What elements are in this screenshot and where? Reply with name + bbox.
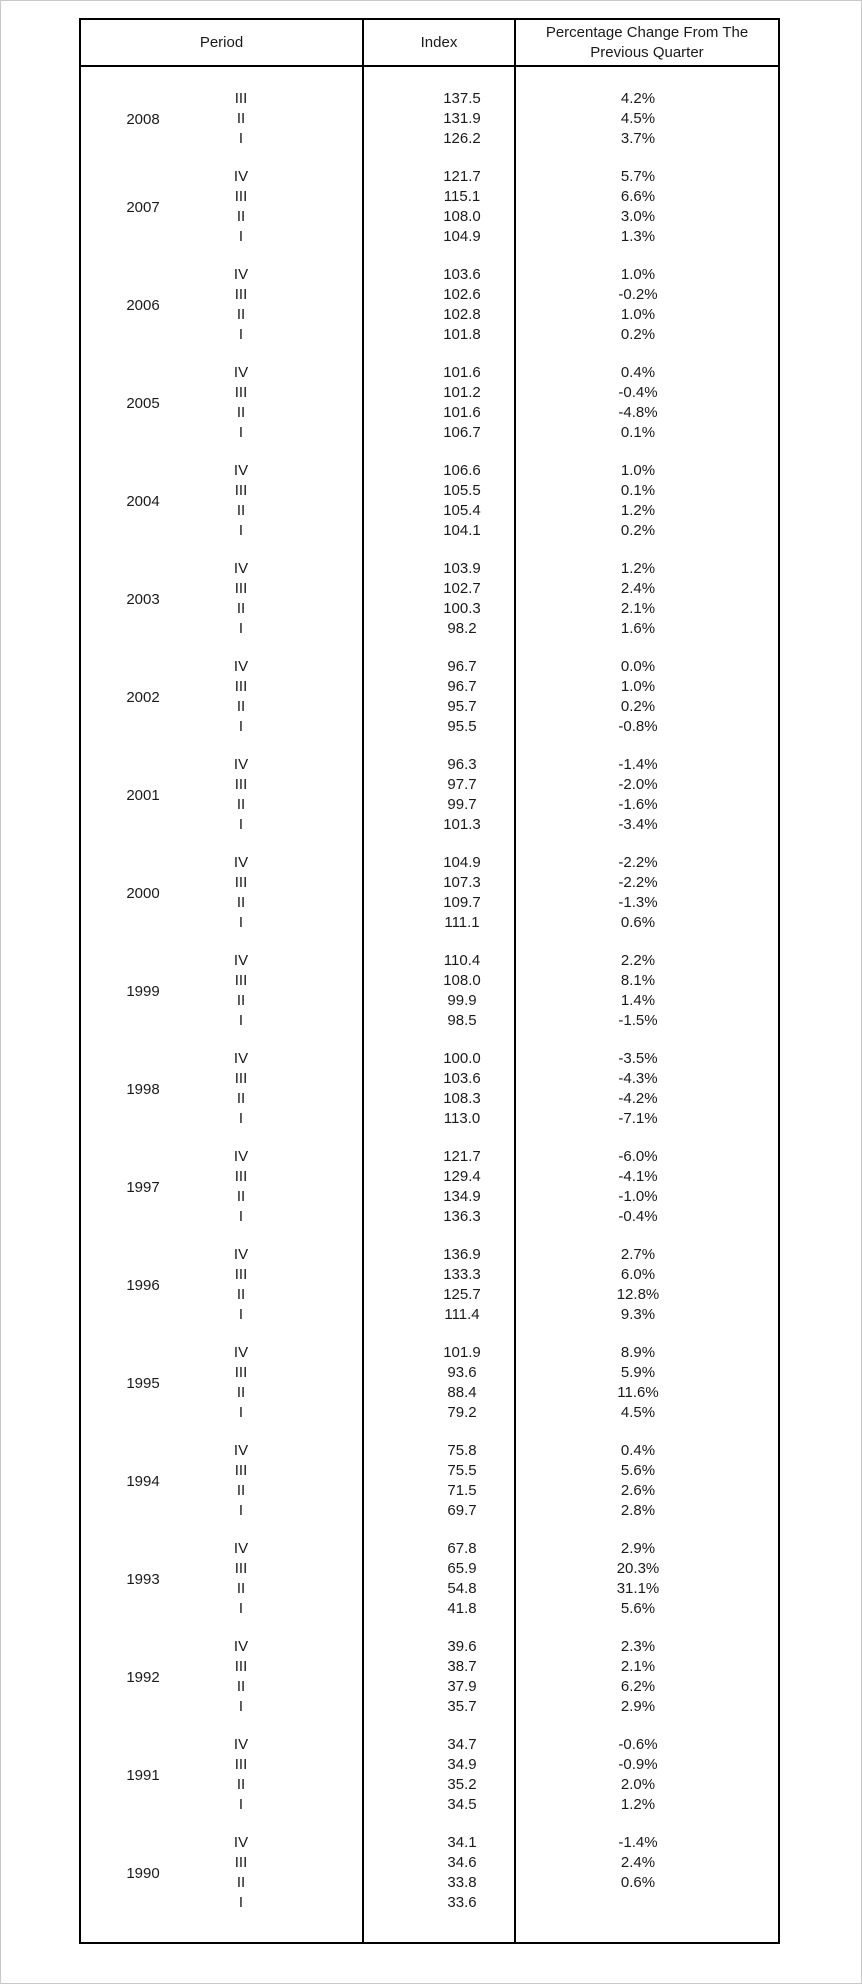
percent-change-value: -1.0%: [618, 1188, 658, 1206]
percent-change-value: 0.1%: [620, 424, 656, 442]
quarter-label: IV: [233, 1441, 249, 1459]
quarter-label: IV: [233, 167, 249, 185]
quarter-label: IV: [233, 853, 249, 871]
percent-change-value: 0.6%: [620, 914, 656, 932]
index-value: 125.7: [443, 1286, 481, 1304]
index-value: 131.9: [443, 110, 481, 128]
quarter-label: I: [238, 1600, 244, 1618]
index-value: 115.1: [443, 188, 481, 205]
index-value: 99.7: [447, 796, 477, 814]
index-value: 69.7: [447, 1502, 477, 1520]
quarter-label: I: [238, 1404, 244, 1422]
percent-change-value: -0.4%: [618, 1208, 658, 1226]
percent-change-value: 2.4%: [620, 580, 656, 597]
percent-change-value: 6.0%: [620, 1266, 656, 1283]
quarter-label: IV: [233, 657, 249, 675]
percent-change-value: 5.6%: [620, 1462, 656, 1479]
quarter-label: I: [238, 914, 244, 932]
percent-change-value: 6.2%: [620, 1678, 656, 1696]
index-value: 71.5: [447, 1482, 477, 1500]
index-value: 38.7: [447, 1658, 477, 1675]
quarter-label: III: [234, 776, 248, 793]
percent-change-value: 3.7%: [620, 130, 656, 148]
index-value: 126.2: [443, 130, 481, 148]
percent-change-value: 6.6%: [620, 188, 656, 205]
year-label: 1991: [126, 1767, 160, 1785]
index-value: 109.7: [443, 894, 481, 912]
index-value: 93.6: [447, 1364, 477, 1381]
percent-change-value: 0.2%: [620, 698, 656, 716]
percent-change-value: 0.4%: [620, 1441, 656, 1459]
quarter-label: IV: [233, 1147, 249, 1165]
percent-change-value: -1.3%: [618, 894, 658, 912]
index-value: 34.7: [447, 1735, 477, 1753]
index-value: 101.6: [443, 363, 481, 381]
quarter-label: I: [238, 718, 244, 736]
percent-change-value: 2.7%: [620, 1245, 656, 1263]
quarter-label: II: [236, 894, 246, 912]
quarter-label: II: [236, 306, 246, 324]
year-label: 1999: [126, 983, 160, 1001]
index-value: 106.6: [443, 461, 481, 479]
percent-change-value: -0.6%: [618, 1735, 658, 1753]
index-value: 99.9: [447, 992, 477, 1010]
index-value: 107.3: [443, 874, 481, 891]
year-label: 1998: [126, 1081, 160, 1099]
index-value: 34.5: [447, 1796, 477, 1814]
index-value: 102.6: [443, 286, 481, 303]
index-value: 95.5: [447, 718, 477, 736]
quarter-label: III: [234, 580, 248, 597]
index-value: 98.5: [447, 1012, 477, 1030]
percent-change-value: 2.4%: [620, 1854, 656, 1871]
quarter-label: II: [236, 1678, 246, 1696]
year-label: 2001: [126, 787, 160, 805]
percent-change-value: -2.0%: [618, 776, 658, 793]
index-value: 103.6: [443, 1070, 481, 1087]
quarter-label: IV: [233, 951, 249, 969]
percent-change-value: 2.3%: [620, 1637, 656, 1655]
quarter-label: III: [234, 1756, 248, 1773]
index-value: 96.3: [447, 755, 477, 773]
index-value: 98.2: [447, 620, 477, 638]
percent-change-value: 2.6%: [620, 1482, 656, 1500]
quarter-label: IV: [233, 1539, 249, 1557]
index-value: 103.9: [443, 559, 481, 577]
quarter-label: I: [238, 228, 244, 246]
quarter-label: II: [236, 1090, 246, 1108]
quarter-label: II: [236, 992, 246, 1010]
index-value: 108.0: [443, 208, 481, 226]
year-label: 1993: [126, 1571, 160, 1589]
percent-change-value: 3.0%: [620, 208, 656, 226]
quarter-label: III: [234, 90, 248, 107]
index-value: 101.9: [443, 1343, 481, 1361]
quarter-label: II: [236, 1384, 246, 1402]
quarter-label: III: [234, 1462, 248, 1479]
index-value: 96.7: [447, 657, 477, 675]
quarter-label: IV: [233, 1735, 249, 1753]
index-value: 39.6: [447, 1637, 477, 1655]
percent-change-value: -0.4%: [618, 384, 658, 401]
index-value: 75.8: [447, 1441, 477, 1459]
index-value: 134.9: [443, 1188, 481, 1206]
percent-change-value: 2.1%: [620, 600, 656, 618]
percent-change-value: -2.2%: [618, 874, 658, 891]
quarter-label: I: [238, 1502, 244, 1520]
percent-change-value: 1.2%: [620, 559, 656, 577]
quarter-label: III: [234, 972, 248, 989]
quarter-label: II: [236, 110, 246, 128]
index-value: 106.7: [443, 424, 481, 442]
quarter-label: I: [238, 1208, 244, 1226]
quarter-label: II: [236, 1874, 246, 1892]
quarter-label: I: [238, 1012, 244, 1030]
percent-change-value: 2.1%: [620, 1658, 656, 1675]
quarter-label: I: [238, 326, 244, 344]
index-value: 108.0: [443, 972, 481, 989]
quarter-label: IV: [233, 1049, 249, 1067]
quarter-label: II: [236, 502, 246, 520]
year-label: 2003: [126, 591, 160, 609]
quarter-label: II: [236, 1286, 246, 1304]
percent-change-value: 5.6%: [620, 1600, 656, 1618]
year-label: 2000: [126, 885, 160, 903]
percent-change-value: -0.9%: [618, 1756, 658, 1773]
index-value: 121.7: [443, 1147, 481, 1165]
index-value: 96.7: [447, 678, 477, 695]
index-value: 67.8: [447, 1539, 477, 1557]
index-value: 103.6: [443, 265, 481, 283]
index-value: 136.9: [443, 1245, 481, 1263]
percent-change-value: -1.4%: [618, 755, 658, 773]
index-value: 129.4: [443, 1168, 481, 1185]
year-label: 2005: [126, 395, 160, 413]
quarter-label: III: [234, 678, 248, 695]
percent-change-value: 31.1%: [616, 1580, 660, 1598]
index-value: 102.8: [443, 306, 481, 324]
index-value: 104.9: [443, 853, 481, 871]
percent-change-value: -0.8%: [618, 718, 658, 736]
percent-change-value: 4.5%: [620, 110, 656, 128]
quarter-label: III: [234, 384, 248, 401]
index-value: 75.5: [447, 1462, 477, 1479]
percent-change-value: -4.2%: [618, 1090, 658, 1108]
index-value: 104.9: [443, 228, 481, 246]
quarter-label: II: [236, 1188, 246, 1206]
index-value: 65.9: [447, 1560, 477, 1577]
quarter-label: I: [238, 1110, 244, 1128]
percent-change-value: 2.9%: [620, 1539, 656, 1557]
index-value: 101.3: [443, 816, 481, 834]
index-value: 110.4: [443, 951, 481, 969]
quarter-label: I: [238, 620, 244, 638]
quarter-label: III: [234, 1854, 248, 1871]
index-value: 97.7: [447, 776, 477, 793]
quarter-label: IV: [233, 559, 249, 577]
index-value: 101.8: [443, 326, 481, 344]
year-label: 1992: [126, 1669, 160, 1687]
percent-change-value: -1.4%: [618, 1833, 658, 1851]
index-value: 88.4: [447, 1384, 477, 1402]
quarter-label: III: [234, 1168, 248, 1185]
index-value: 111.1: [444, 914, 480, 932]
quarter-label: I: [238, 1894, 244, 1912]
percent-change-value: 2.8%: [620, 1502, 656, 1520]
quarter-label: IV: [233, 1245, 249, 1263]
percent-change-value: -7.1%: [618, 1110, 658, 1128]
header-pct-line1: Percentage Change From The: [545, 23, 749, 41]
percent-change-value: -0.2%: [618, 286, 658, 303]
percent-change-value: -1.6%: [618, 796, 658, 814]
quarter-label: IV: [233, 755, 249, 773]
index-value: 137.5: [443, 90, 481, 107]
index-value: 113.0: [443, 1110, 481, 1128]
percent-change-value: -4.1%: [618, 1168, 658, 1185]
quarter-label: I: [238, 816, 244, 834]
percent-change-value: 1.4%: [620, 992, 656, 1010]
percent-change-value: 1.0%: [620, 265, 656, 283]
index-value: 136.3: [443, 1208, 481, 1226]
header-pct-line2: Previous Quarter: [590, 43, 704, 61]
quarter-label: II: [236, 1580, 246, 1598]
quarter-label: III: [234, 1266, 248, 1283]
percent-change-value: 5.9%: [620, 1364, 656, 1381]
percent-change-value: -1.5%: [618, 1012, 658, 1030]
quarter-label: I: [238, 1306, 244, 1324]
quarter-label: II: [236, 1776, 246, 1794]
percent-change-value: 0.4%: [620, 363, 656, 381]
year-label: 2004: [126, 493, 160, 511]
percent-change-value: 20.3%: [616, 1560, 660, 1577]
quarter-label: II: [236, 698, 246, 716]
year-label: 1996: [126, 1277, 160, 1295]
year-label: 1990: [126, 1865, 160, 1883]
index-value: 100.3: [443, 600, 481, 618]
quarter-label: III: [234, 1560, 248, 1577]
index-value: 79.2: [447, 1404, 477, 1422]
index-value: 100.0: [443, 1049, 481, 1067]
index-value: 95.7: [447, 698, 477, 716]
year-label: 1995: [126, 1375, 160, 1393]
quarter-label: III: [234, 482, 248, 499]
percent-change-value: -4.8%: [618, 404, 658, 422]
percent-change-value: 1.0%: [620, 461, 656, 479]
index-value: 121.7: [443, 167, 481, 185]
percent-change-value: 1.2%: [620, 1796, 656, 1814]
percent-change-value: 0.2%: [620, 326, 656, 344]
percent-change-value: 1.3%: [620, 228, 656, 246]
percent-change-value: 8.9%: [620, 1343, 656, 1361]
quarter-label: IV: [233, 265, 249, 283]
index-value: 41.8: [447, 1600, 477, 1618]
quarter-label: IV: [233, 363, 249, 381]
header-index-label: Index: [420, 33, 458, 51]
percent-change-value: 1.2%: [620, 502, 656, 520]
percent-change-value: 11.6%: [617, 1384, 659, 1402]
quarter-label: III: [234, 1364, 248, 1381]
index-value: 34.1: [447, 1833, 477, 1851]
header-percentage-change: [516, 20, 778, 65]
index-value: 101.2: [443, 384, 481, 401]
quarter-label: I: [238, 1796, 244, 1814]
quarter-label: IV: [233, 1637, 249, 1655]
quarter-label: IV: [233, 461, 249, 479]
percent-change-value: 1.0%: [620, 306, 656, 324]
header-period: [81, 20, 362, 65]
quarter-label: I: [238, 522, 244, 540]
quarter-label: III: [234, 1658, 248, 1675]
index-value: 111.4: [444, 1306, 480, 1324]
quarter-label: IV: [233, 1833, 249, 1851]
percent-change-value: -6.0%: [618, 1147, 658, 1165]
percent-change-value: 4.2%: [620, 90, 656, 107]
index-value: 37.9: [447, 1678, 477, 1696]
index-table: [79, 18, 780, 1944]
header-index: [364, 20, 514, 65]
year-label: 2006: [126, 297, 160, 315]
index-value: 108.3: [443, 1090, 481, 1108]
percent-change-value: 1.6%: [620, 620, 656, 638]
percent-change-value: -3.5%: [618, 1049, 658, 1067]
percent-change-value: 0.2%: [620, 522, 656, 540]
index-value: 34.9: [447, 1756, 477, 1773]
percent-change-value: 0.0%: [620, 657, 656, 675]
index-value: 34.6: [447, 1854, 477, 1871]
quarter-label: III: [234, 874, 248, 891]
percent-change-value: -2.2%: [618, 853, 658, 871]
quarter-label: III: [234, 1070, 248, 1087]
quarter-label: II: [236, 796, 246, 814]
percent-change-value: 4.5%: [620, 1404, 656, 1422]
quarter-label: I: [238, 424, 244, 442]
quarter-label: II: [236, 600, 246, 618]
index-value: 33.8: [447, 1874, 477, 1892]
percent-change-value: 5.7%: [620, 167, 656, 185]
quarter-label: II: [236, 208, 246, 226]
index-value: 35.2: [447, 1776, 477, 1794]
quarter-label: III: [234, 286, 248, 303]
year-label: 2007: [126, 199, 160, 217]
index-value: 101.6: [443, 404, 481, 422]
index-value: 105.4: [443, 502, 481, 520]
header-period-label: Period: [199, 33, 244, 51]
percent-change-value: 2.0%: [620, 1776, 656, 1794]
quarter-label: II: [236, 404, 246, 422]
percent-change-value: -4.3%: [618, 1070, 658, 1087]
year-label: 2008: [126, 111, 160, 129]
percent-change-value: 2.2%: [620, 951, 656, 969]
year-label: 1994: [126, 1473, 160, 1491]
year-label: 2002: [126, 689, 160, 707]
percent-change-value: 0.1%: [620, 482, 656, 499]
index-value: 54.8: [447, 1580, 477, 1598]
percent-change-value: 9.3%: [620, 1306, 656, 1324]
percent-change-value: 0.6%: [620, 1874, 656, 1892]
quarter-label: I: [238, 1698, 244, 1716]
percent-change-value: 12.8%: [616, 1286, 660, 1304]
index-value: 104.1: [443, 522, 481, 540]
index-value: 102.7: [443, 580, 481, 597]
index-value: 133.3: [443, 1266, 481, 1283]
index-value: 35.7: [447, 1698, 477, 1716]
index-value: 105.5: [443, 482, 481, 499]
table-body: [81, 67, 778, 1942]
quarter-label: III: [234, 188, 248, 205]
percent-change-value: 8.1%: [620, 972, 656, 989]
percent-change-value: -3.4%: [618, 816, 658, 834]
percent-change-value: 2.9%: [620, 1698, 656, 1716]
year-label: 1997: [126, 1179, 160, 1197]
quarter-label: I: [238, 130, 244, 148]
index-value: 33.6: [447, 1894, 477, 1912]
quarter-label: IV: [233, 1343, 249, 1361]
percent-change-value: 1.0%: [620, 678, 656, 695]
quarter-label: II: [236, 1482, 246, 1500]
